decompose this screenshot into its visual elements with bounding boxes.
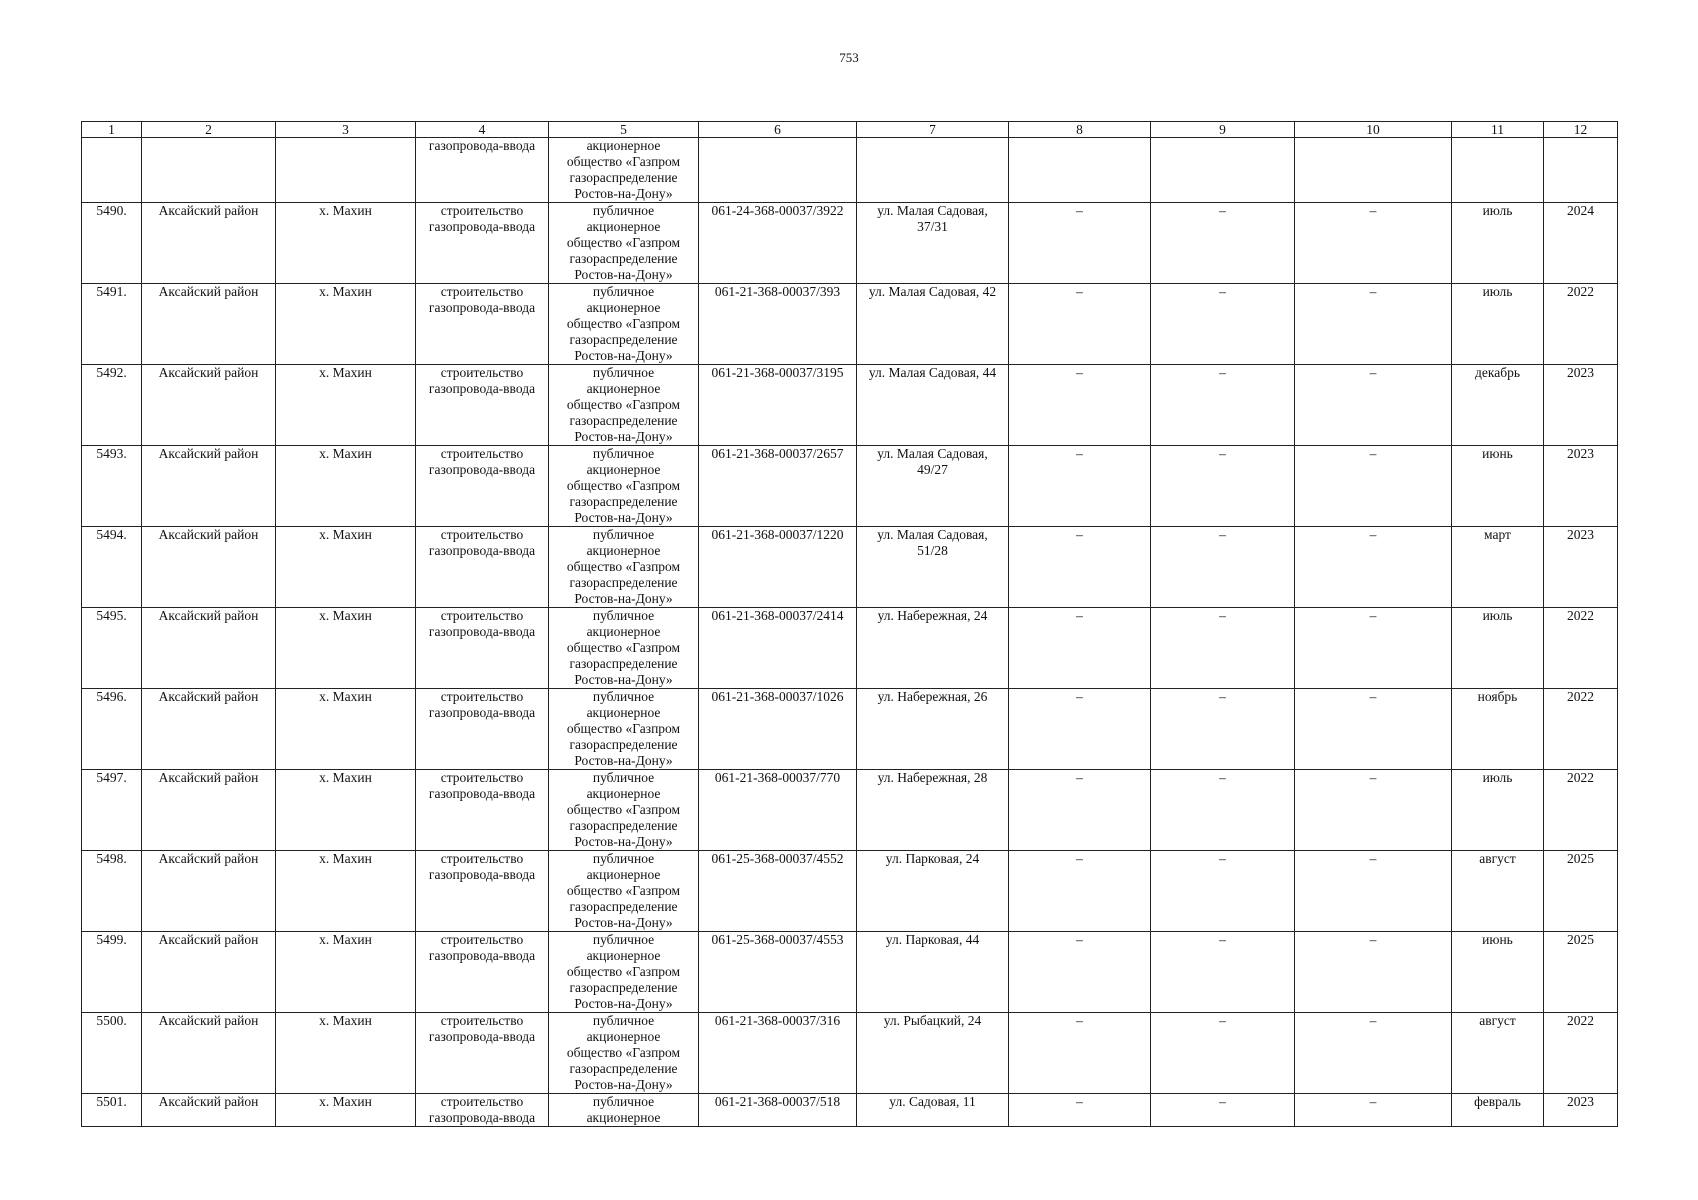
work-type-cell: строительство газопровода-ввода <box>416 851 549 932</box>
col-9-value-cell: – <box>1151 1094 1295 1127</box>
col-10-value-cell: – <box>1295 1013 1452 1094</box>
month-cell: ноябрь <box>1452 689 1544 770</box>
address-cell: ул. Малая Садовая, 42 <box>857 284 1009 365</box>
district-cell: Аксайский район <box>142 284 276 365</box>
settlement-cell: х. Махин <box>276 1013 416 1094</box>
settlement-cell: х. Махин <box>276 284 416 365</box>
address-cell: ул. Парковая, 44 <box>857 932 1009 1013</box>
column-header: 2 <box>142 122 276 138</box>
work-type-cell: строительство газопровода-ввода <box>416 689 549 770</box>
table-row <box>82 203 1618 284</box>
table-row <box>82 284 1618 365</box>
settlement-cell: х. Махин <box>276 770 416 851</box>
registry-id-cell: 061-21-368-00037/518 <box>699 1094 857 1127</box>
organization-cell: публичное акционерное общество «Газпром газораспределение Ростов-на-Дону» <box>549 770 699 851</box>
registry-id-cell: 061-21-368-00037/2657 <box>699 446 857 527</box>
table-row <box>82 1094 1618 1127</box>
col-10-value-cell: – <box>1295 851 1452 932</box>
col-10-value-cell: – <box>1295 689 1452 770</box>
address-cell: ул. Малая Садовая, 49/27 <box>857 446 1009 527</box>
column-header: 9 <box>1151 122 1295 138</box>
settlement-cell: х. Махин <box>276 446 416 527</box>
col-10-value-cell: – <box>1295 1094 1452 1127</box>
district-cell <box>142 138 276 203</box>
organization-cell: публичное акционерное общество «Газпром газораспределение Ростов-на-Дону» <box>549 932 699 1013</box>
work-type-cell: строительство газопровода-ввода <box>416 527 549 608</box>
work-type-cell: газопровода-ввода <box>416 138 549 203</box>
address-cell: ул. Набережная, 28 <box>857 770 1009 851</box>
address-cell: ул. Малая Садовая, 51/28 <box>857 527 1009 608</box>
col-9-value-cell: – <box>1151 1013 1295 1094</box>
col-8-value-cell: – <box>1009 365 1151 446</box>
registry-id-cell: 061-21-368-00037/1026 <box>699 689 857 770</box>
header-row <box>82 122 1618 138</box>
address-cell <box>857 138 1009 203</box>
settlement-cell: х. Махин <box>276 608 416 689</box>
row-number-cell: 5498. <box>82 851 142 932</box>
settlement-cell: х. Махин <box>276 689 416 770</box>
table-row <box>82 770 1618 851</box>
row-number-cell: 5495. <box>82 608 142 689</box>
column-header: 1 <box>82 122 142 138</box>
settlement-cell: х. Махин <box>276 1094 416 1127</box>
col-10-value-cell: – <box>1295 527 1452 608</box>
organization-cell: публичное акционерное общество «Газпром газораспределение Ростов-на-Дону» <box>549 689 699 770</box>
col-9-value-cell: – <box>1151 284 1295 365</box>
month-cell: август <box>1452 1013 1544 1094</box>
column-header: 5 <box>549 122 699 138</box>
address-cell: ул. Малая Садовая, 44 <box>857 365 1009 446</box>
month-cell: август <box>1452 851 1544 932</box>
work-type-cell: строительство газопровода-ввода <box>416 446 549 527</box>
table-row <box>82 608 1618 689</box>
col-9-value-cell: – <box>1151 689 1295 770</box>
col-9-value-cell: – <box>1151 527 1295 608</box>
column-header: 12 <box>1544 122 1618 138</box>
year-cell: 2023 <box>1544 365 1618 446</box>
organization-cell: публичное акционерное общество «Газпром газораспределение Ростов-на-Дону» <box>549 365 699 446</box>
row-number-cell: 5492. <box>82 365 142 446</box>
registry-id-cell <box>699 138 857 203</box>
registry-id-cell: 061-24-368-00037/3922 <box>699 203 857 284</box>
organization-cell: публичное акционерное общество «Газпром газораспределение Ростов-на-Дону» <box>549 203 699 284</box>
table-row <box>82 932 1618 1013</box>
table-row <box>82 689 1618 770</box>
row-number-cell: 5493. <box>82 446 142 527</box>
col-8-value-cell: – <box>1009 608 1151 689</box>
col-9-value-cell: – <box>1151 446 1295 527</box>
work-type-cell: строительство газопровода-ввода <box>416 770 549 851</box>
col-10-value-cell: – <box>1295 365 1452 446</box>
col-9-value-cell <box>1151 138 1295 203</box>
col-9-value-cell: – <box>1151 770 1295 851</box>
month-cell: июнь <box>1452 446 1544 527</box>
year-cell: 2024 <box>1544 203 1618 284</box>
row-number-cell: 5501. <box>82 1094 142 1127</box>
organization-cell: публичное акционерное общество «Газпром газораспределение Ростов-на-Дону» <box>549 284 699 365</box>
district-cell: Аксайский район <box>142 365 276 446</box>
col-10-value-cell: – <box>1295 608 1452 689</box>
district-cell: Аксайский район <box>142 446 276 527</box>
district-cell: Аксайский район <box>142 851 276 932</box>
registry-id-cell: 061-21-368-00037/393 <box>699 284 857 365</box>
settlement-cell: х. Махин <box>276 203 416 284</box>
row-number-cell: 5496. <box>82 689 142 770</box>
col-8-value-cell <box>1009 138 1151 203</box>
row-number-cell: 5500. <box>82 1013 142 1094</box>
organization-cell: публичное акционерное общество «Газпром газораспределение Ростов-на-Дону» <box>549 446 699 527</box>
column-header: 7 <box>857 122 1009 138</box>
year-cell: 2022 <box>1544 1013 1618 1094</box>
year-cell: 2025 <box>1544 932 1618 1013</box>
table-row <box>82 527 1618 608</box>
district-cell: Аксайский район <box>142 527 276 608</box>
month-cell: июль <box>1452 284 1544 365</box>
col-9-value-cell: – <box>1151 932 1295 1013</box>
address-cell: ул. Рыбацкий, 24 <box>857 1013 1009 1094</box>
table-row <box>82 446 1618 527</box>
registry-id-cell: 061-21-368-00037/1220 <box>699 527 857 608</box>
registry-table <box>81 121 1618 1127</box>
table-row <box>82 1013 1618 1094</box>
row-number-cell: 5497. <box>82 770 142 851</box>
col-10-value-cell: – <box>1295 770 1452 851</box>
month-cell <box>1452 138 1544 203</box>
district-cell: Аксайский район <box>142 203 276 284</box>
year-cell: 2025 <box>1544 851 1618 932</box>
organization-cell: акционерное общество «Газпром газораспределение Ростов-на-Дону» <box>549 138 699 203</box>
column-header: 3 <box>276 122 416 138</box>
address-cell: ул. Набережная, 26 <box>857 689 1009 770</box>
row-number-cell <box>82 138 142 203</box>
address-cell: ул. Парковая, 24 <box>857 851 1009 932</box>
col-8-value-cell: – <box>1009 203 1151 284</box>
table-row <box>82 365 1618 446</box>
district-cell: Аксайский район <box>142 1094 276 1127</box>
month-cell: июль <box>1452 770 1544 851</box>
organization-cell: публичное акционерное <box>549 1094 699 1127</box>
column-header: 11 <box>1452 122 1544 138</box>
settlement-cell: х. Махин <box>276 932 416 1013</box>
month-cell: июнь <box>1452 932 1544 1013</box>
registry-id-cell: 061-21-368-00037/770 <box>699 770 857 851</box>
column-header: 6 <box>699 122 857 138</box>
registry-id-cell: 061-21-368-00037/3195 <box>699 365 857 446</box>
year-cell: 2022 <box>1544 608 1618 689</box>
col-9-value-cell: – <box>1151 608 1295 689</box>
col-10-value-cell: – <box>1295 203 1452 284</box>
table-row <box>82 851 1618 932</box>
month-cell: июль <box>1452 203 1544 284</box>
work-type-cell: строительство газопровода-ввода <box>416 1094 549 1127</box>
page-number: 753 <box>839 50 859 65</box>
year-cell: 2022 <box>1544 770 1618 851</box>
registry-body <box>82 138 1618 1127</box>
district-cell: Аксайский район <box>142 1013 276 1094</box>
work-type-cell: строительство газопровода-ввода <box>416 1013 549 1094</box>
year-cell <box>1544 138 1618 203</box>
year-cell: 2023 <box>1544 446 1618 527</box>
district-cell: Аксайский район <box>142 932 276 1013</box>
col-9-value-cell: – <box>1151 203 1295 284</box>
work-type-cell: строительство газопровода-ввода <box>416 365 549 446</box>
col-8-value-cell: – <box>1009 689 1151 770</box>
col-8-value-cell: – <box>1009 527 1151 608</box>
month-cell: декабрь <box>1452 365 1544 446</box>
column-header: 8 <box>1009 122 1151 138</box>
district-cell: Аксайский район <box>142 770 276 851</box>
organization-cell: публичное акционерное общество «Газпром газораспределение Ростов-на-Дону» <box>549 1013 699 1094</box>
work-type-cell: строительство газопровода-ввода <box>416 608 549 689</box>
col-10-value-cell: – <box>1295 932 1452 1013</box>
column-header: 4 <box>416 122 549 138</box>
settlement-cell: х. Махин <box>276 365 416 446</box>
col-8-value-cell: – <box>1009 1013 1151 1094</box>
year-cell: 2023 <box>1544 1094 1618 1127</box>
organization-cell: публичное акционерное общество «Газпром газораспределение Ростов-на-Дону» <box>549 527 699 608</box>
registry-id-cell: 061-25-368-00037/4552 <box>699 851 857 932</box>
address-cell: ул. Набережная, 24 <box>857 608 1009 689</box>
col-10-value-cell <box>1295 138 1452 203</box>
col-8-value-cell: – <box>1009 770 1151 851</box>
row-number-cell: 5499. <box>82 932 142 1013</box>
organization-cell: публичное акционерное общество «Газпром газораспределение Ростов-на-Дону» <box>549 608 699 689</box>
year-cell: 2022 <box>1544 284 1618 365</box>
district-cell: Аксайский район <box>142 608 276 689</box>
settlement-cell: х. Махин <box>276 527 416 608</box>
registry-id-cell: 061-25-368-00037/4553 <box>699 932 857 1013</box>
month-cell: февраль <box>1452 1094 1544 1127</box>
col-9-value-cell: – <box>1151 365 1295 446</box>
table-row <box>82 138 1618 203</box>
month-cell: март <box>1452 527 1544 608</box>
address-cell: ул. Садовая, 11 <box>857 1094 1009 1127</box>
address-cell: ул. Малая Садовая, 37/31 <box>857 203 1009 284</box>
row-number-cell: 5490. <box>82 203 142 284</box>
col-8-value-cell: – <box>1009 1094 1151 1127</box>
col-8-value-cell: – <box>1009 932 1151 1013</box>
col-9-value-cell: – <box>1151 851 1295 932</box>
registry-id-cell: 061-21-368-00037/2414 <box>699 608 857 689</box>
year-cell: 2022 <box>1544 689 1618 770</box>
col-10-value-cell: – <box>1295 446 1452 527</box>
district-cell: Аксайский район <box>142 689 276 770</box>
col-10-value-cell: – <box>1295 284 1452 365</box>
work-type-cell: строительство газопровода-ввода <box>416 932 549 1013</box>
organization-cell: публичное акционерное общество «Газпром газораспределение Ростов-на-Дону» <box>549 851 699 932</box>
settlement-cell: х. Махин <box>276 851 416 932</box>
year-cell: 2023 <box>1544 527 1618 608</box>
row-number-cell: 5491. <box>82 284 142 365</box>
row-number-cell: 5494. <box>82 527 142 608</box>
col-8-value-cell: – <box>1009 284 1151 365</box>
column-header: 10 <box>1295 122 1452 138</box>
settlement-cell <box>276 138 416 203</box>
work-type-cell: строительство газопровода-ввода <box>416 203 549 284</box>
work-type-cell: строительство газопровода-ввода <box>416 284 549 365</box>
month-cell: июль <box>1452 608 1544 689</box>
col-8-value-cell: – <box>1009 446 1151 527</box>
col-8-value-cell: – <box>1009 851 1151 932</box>
registry-id-cell: 061-21-368-00037/316 <box>699 1013 857 1094</box>
